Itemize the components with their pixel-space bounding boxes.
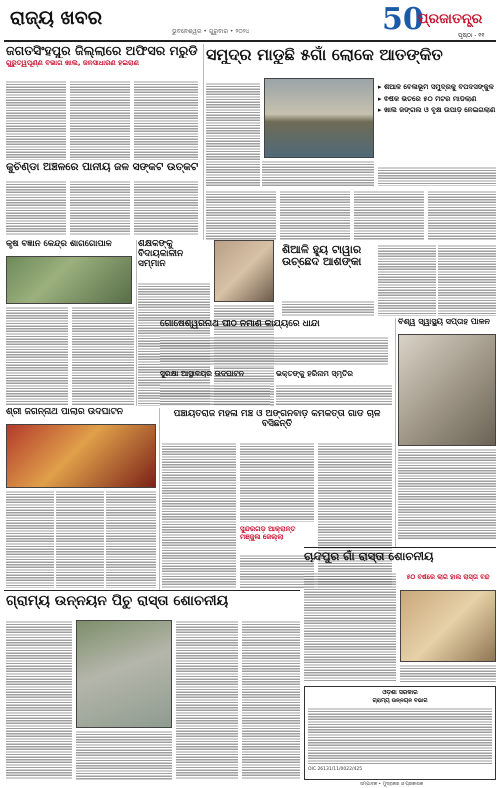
headline: ସୁରକ୍ଷା ଆସ୍ଥାଳୟର ଉଦଘାଟନ [160, 370, 244, 378]
article-body [134, 80, 198, 160]
headline: କୁଚିଣ୍ଡା ଅଞ୍ଚଳରେ ପାନୀୟ ଜଳ ସଙ୍କଟ ଉତ୍କଟ [6, 162, 199, 173]
article-teacher-farewell [138, 240, 210, 280]
article-body [242, 620, 300, 780]
article-body [240, 442, 314, 522]
article-body [378, 244, 436, 316]
article-body [240, 554, 314, 588]
notice-subtitle: ଗ୍ରାମ୍ୟ ଉନ୍ନୟନ ବିଭାଗ [372, 697, 428, 704]
road-photo [400, 590, 496, 662]
article-sundargarh [240, 526, 316, 552]
bullet-item: ▸ ଖାଲି ଜଙ୍ଗଲ ଓ ବୃକ୍ଷ ଉପାଡ଼ି ନେଇଗଲାଣି [378, 107, 496, 115]
bullet-item: ▸ ଶିଆଳି ବେଳାଭୂମି ସମୁଦ୍ରକୁ ବିପଦସଙ୍କୁଳ [378, 84, 494, 91]
article-tower [282, 244, 374, 300]
article-body [70, 180, 130, 236]
government-notice [304, 686, 496, 780]
section-divider [304, 547, 496, 548]
headline: ଶିଆଳି ହୁ୍ୟ ଟାୱାର ଉଚ୍ଛେଦ ଆଶଙ୍କା [282, 244, 362, 269]
article-body [398, 448, 496, 540]
article-body [282, 300, 374, 316]
article-gramya [6, 594, 300, 616]
headline: ସୁନ୍ଦରଗଡ଼ ଆକ୍ରାନ୍ତ ମଞ୍ଜୁଳା ଜେଲ୍ଲା [240, 526, 296, 541]
section-divider [4, 590, 300, 591]
section-title: ରାଜ୍ୟ ଖବର [10, 8, 103, 29]
article-body [206, 190, 276, 240]
column-divider [136, 240, 137, 406]
dateline: ଭୁବନେଶ୍ୱର • ଗୁରୁବାର • ୨୦୨୪ [172, 28, 250, 35]
anniversary-number: 50 [382, 2, 424, 37]
headline: କୃଷି ବିଜ୍ଞାନ କେନ୍ଦ୍ର ଶାଗଗୋପାଳ [6, 240, 112, 249]
article-body [262, 160, 374, 186]
gramya-photo [76, 620, 172, 728]
column-divider [203, 44, 204, 240]
headline: ଶ୍ରୀ ଜଗନ୍ନାଥ ପାଲାର ଉଦଘାଟନ [6, 408, 123, 417]
article-body [304, 572, 396, 682]
article-body [6, 620, 72, 780]
anniversary-logo [382, 2, 424, 38]
article-kvk [6, 240, 134, 254]
article-body [428, 190, 496, 240]
article-body [6, 80, 66, 160]
article-body [76, 730, 172, 780]
headline: ବିଶ୍ୱ ସ୍ୱାସ୍ଥ୍ୟ ସପ୍ତାହ ପାଳନ [398, 318, 490, 326]
article-body [378, 166, 496, 186]
masthead: ପ୍ରଜାତନ୍ତ୍ର [418, 12, 483, 27]
article-security [160, 370, 270, 382]
column-divider [159, 408, 160, 590]
article-body [72, 306, 134, 406]
article-body [160, 384, 270, 406]
chandpur-kicker: ୫୦ ବର୍ଷରେ ଲାଗି ହାଲ ରାସ୍ତା ବନ୍ଦ [406, 574, 490, 581]
page-label: ପୃଷ୍ଠା - ୧୧ [458, 32, 485, 39]
article-body [162, 442, 236, 588]
article-body [106, 490, 156, 588]
notice-title: ଓଡ଼ିଶା ସରକାର [382, 690, 418, 696]
article-body [6, 306, 68, 406]
headline: ଭକ୍ତଙ୍କୁ ହରିନାମ ସ୍ମୃତିର [276, 370, 353, 378]
jagannath-photo [6, 424, 156, 488]
headline: ଚାନ୍ଦପୁର ଗାଁ ରାସ୍ତା ଶୋଚନୀୟ [304, 550, 434, 563]
article-body [400, 664, 496, 682]
column-divider [395, 318, 396, 548]
notice-body [308, 707, 492, 765]
teacher-photo [214, 240, 274, 302]
headline: ଗୋଷେଶ୍ୱରନାଥ ପୀଠ ନିର୍ମାଣ କାର୍ଯ୍ୟରେ ଧାନ୍ଦା [160, 320, 320, 329]
headline: ସମୁଦ୍ର ମାଡୁଛି ୫ଗାଁ ଲୋକେ ଆତଙ୍କିତ [206, 46, 443, 64]
kvk-photo [6, 256, 132, 304]
article-body [438, 244, 496, 316]
sea-photo [264, 78, 374, 158]
bullets [378, 84, 496, 164]
article-jagannath [6, 408, 158, 422]
notice-ref: OIC 26131/11/0022/425 [308, 766, 363, 772]
footer-credit: ସମ୍ପାଦକ • ମୁଦ୍ରାକର ଓ ପ୍ରକାଶକ [360, 782, 424, 787]
article-body [70, 80, 130, 160]
headline: ପଞ୍ଚାୟତରାଜ ମହିଳା ମଞ୍ଚ ଓ ଅଙ୍ଗନବାଡ଼ି କର୍ମକର୍ତ୍ତା ଗାଡି ଚାଳି ବସିଛନ୍ତି [173, 410, 381, 429]
article-chandpur [304, 550, 496, 570]
subheadline: ଗୁରୁତ୍ୱପୂର୍ଣ୍ଣ ବିଭାଗ ଖାଲି, ଜନସାଧାରଣ ହଇରାଣ [6, 59, 139, 67]
article-devotees [276, 370, 392, 382]
article-world-health [398, 318, 496, 332]
headline: ଶିକ୍ଷକଙ୍କୁ ବିଦାୟକାଳୀନ ସମ୍ମାନ [138, 240, 184, 269]
article-body [160, 336, 388, 366]
headline: ଜଗତସିଂହପୁର ଜିଲ୍ଲାରେ ଅଫିସର ମରୁଡି [6, 44, 198, 58]
article-temple [160, 320, 390, 334]
article-panchayat [162, 410, 392, 440]
article-body [280, 190, 350, 240]
health-photo [398, 334, 496, 446]
article-body [56, 490, 104, 588]
article-body [276, 384, 392, 406]
headline: ଗ୍ରାମ୍ୟ ଉନ୍ନୟନ ପିଚୁ ରାସ୍ତା ଶୋଚନୀୟ [6, 594, 229, 609]
article-body [176, 620, 238, 780]
header [0, 0, 500, 48]
article-body [6, 180, 66, 236]
bullet-item: ▸ ଵର୍ଷକ ଭିତରେ ୫୦ ମିଟର ମାଡିଲାଣି [378, 95, 477, 103]
article-body [6, 490, 54, 588]
article-body [206, 82, 260, 186]
header-rule [4, 40, 496, 42]
article-body [134, 180, 198, 236]
article-body [354, 190, 424, 240]
